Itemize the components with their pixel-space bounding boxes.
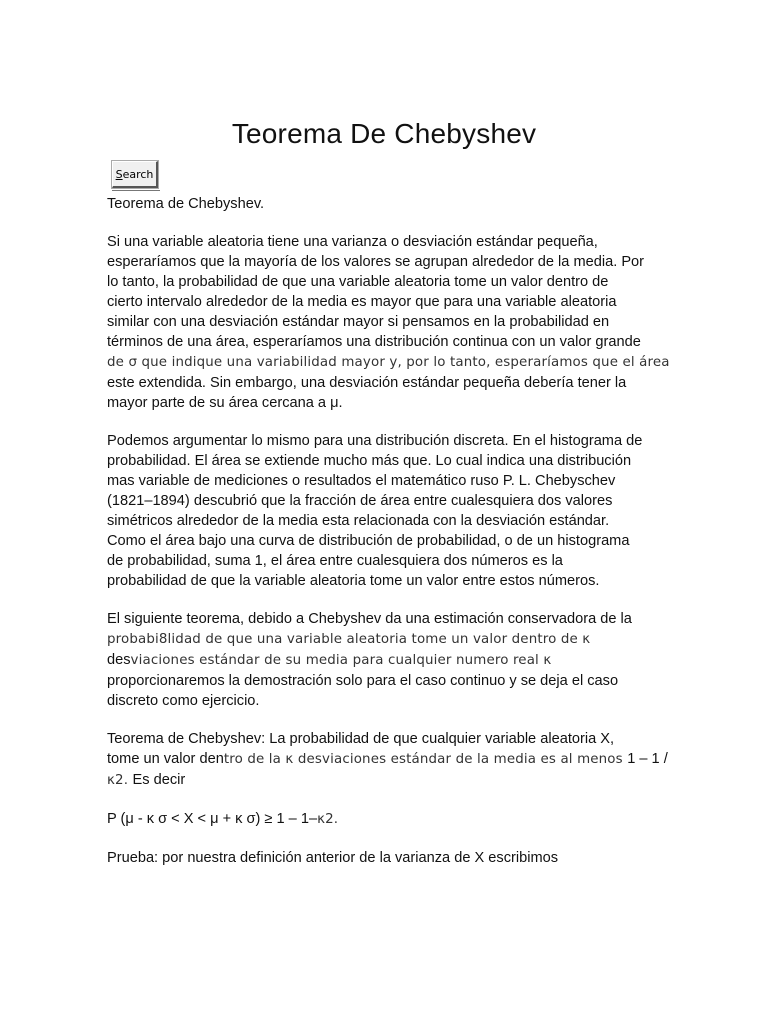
divider xyxy=(112,190,160,191)
text-segment: simétricos alrededor de la media esta relacionada con la desviación estándar. xyxy=(107,513,610,529)
text-line xyxy=(107,272,667,292)
search-button[interactable] xyxy=(112,161,158,188)
text-line xyxy=(107,650,667,671)
paragraph xyxy=(107,609,667,711)
text-line xyxy=(107,312,667,332)
text-segment: similar con una desviación estándar mayor si pensamos en la probabilidad en xyxy=(107,314,610,330)
page-title: Teorema De Chebyshev xyxy=(231,118,537,149)
text-segment: este extendida. Sin embargo, una desviación estándar pequeña debería tener la xyxy=(107,375,627,391)
text-segment: Si una variable aleatoria tiene una varianza o desviación estándar pequeña, xyxy=(107,234,598,250)
text-segment: cierto intervalo alrededor de la media es mayor que para una variable aleatoria xyxy=(107,294,617,310)
text-segment: κ2. xyxy=(317,812,339,827)
text-line xyxy=(107,352,670,373)
text-line xyxy=(107,729,667,749)
text-segment: probabi8lidad de que una variable aleatoria tome un valor dentro de κ xyxy=(107,632,591,647)
text-line xyxy=(107,373,667,393)
text-line xyxy=(107,848,667,868)
text-line xyxy=(107,194,667,214)
text-segment: de probabilidad, suma 1, el área entre cualesquiera dos números es la xyxy=(107,553,563,569)
text-line xyxy=(107,609,667,629)
text-line xyxy=(107,770,667,791)
text-line xyxy=(107,292,667,312)
text-segment: mayor parte de su área cercana a μ. xyxy=(107,395,343,411)
text-segment: Es decir xyxy=(132,772,186,788)
text-segment: mas variable de mediciones o resultados el matemático ruso P. L. Chebyschev xyxy=(107,473,616,489)
text-line xyxy=(107,749,667,770)
paragraph xyxy=(107,194,667,214)
text-segment: P (μ - κ σ < X < μ + κ σ) ≥ 1 – 1– xyxy=(107,811,318,827)
text-segment: discreto como ejercicio. xyxy=(107,693,260,709)
text-segment: 1 – 1 / xyxy=(627,751,668,767)
text-line xyxy=(107,332,667,352)
text-line xyxy=(107,431,667,451)
text-segment: proporcionaremos la demostración solo para el caso continuo y se deja el caso xyxy=(107,673,619,689)
text-line xyxy=(107,451,667,471)
text-segment: esperaríamos que la mayoría de los valores se agrupan alrededor de la media. Por xyxy=(107,254,645,270)
text-segment: des xyxy=(107,652,131,668)
text-segment: probabilidad. El área se extiende mucho más que. Lo cual indica una distribución xyxy=(107,453,632,469)
paragraph xyxy=(107,848,667,868)
paragraph xyxy=(107,809,667,830)
paragraph xyxy=(107,431,667,591)
text-segment: lo tanto, la probabilidad de que una variable aleatoria tome un valor dentro de xyxy=(107,274,609,290)
text-line xyxy=(107,232,667,252)
text-segment: (1821–1894) descubrió que la fracción de área entre cualesquiera dos valores xyxy=(107,493,613,509)
text-line xyxy=(107,471,667,491)
text-line xyxy=(107,571,667,591)
text-line xyxy=(107,531,667,551)
text-segment: κ2. xyxy=(107,773,133,788)
text-segment: tro de la κ desviaciones estándar de la media es al menos xyxy=(223,752,628,767)
document-body xyxy=(107,194,670,886)
text-line xyxy=(107,511,667,531)
text-line xyxy=(107,393,667,413)
text-segment: probabilidad de que la variable aleatoria tome un valor entre estos números. xyxy=(107,573,600,589)
text-segment: Como el área bajo una curva de distribución de probabilidad, o de un histograma xyxy=(107,533,630,549)
text-segment: Teorema de Chebyshev: La probabilidad de que cualquier variable aleatoria X, xyxy=(107,731,615,747)
text-line xyxy=(107,551,667,571)
text-segment: viaciones estándar de su media para cualquier numero real κ xyxy=(130,653,552,668)
paragraph xyxy=(107,232,670,413)
text-line xyxy=(107,671,667,691)
text-segment: El siguiente teorema, debido a Chebyshev da una estimación conservadora de la xyxy=(107,611,632,627)
text-line xyxy=(107,809,667,830)
text-segment: Teorema de Chebyshev. xyxy=(107,196,265,212)
text-line xyxy=(107,629,667,650)
text-line xyxy=(107,252,667,272)
text-line xyxy=(107,691,667,711)
text-segment: Prueba: por nuestra definición anterior de la varianza de X escribimos xyxy=(107,850,559,866)
text-line xyxy=(107,491,667,511)
text-segment: Podemos argumentar lo mismo para una distribución discreta. En el histograma de xyxy=(107,433,643,449)
text-segment: de σ que indique una variabilidad mayor y, por lo tanto, esperaríamos que el área xyxy=(107,355,670,370)
search-button-label: Search xyxy=(115,167,154,181)
paragraph xyxy=(107,729,667,791)
text-segment: términos de una área, esperaríamos una distribución continua con un valor grande xyxy=(107,334,641,350)
text-segment: tome un valor den xyxy=(107,751,224,767)
